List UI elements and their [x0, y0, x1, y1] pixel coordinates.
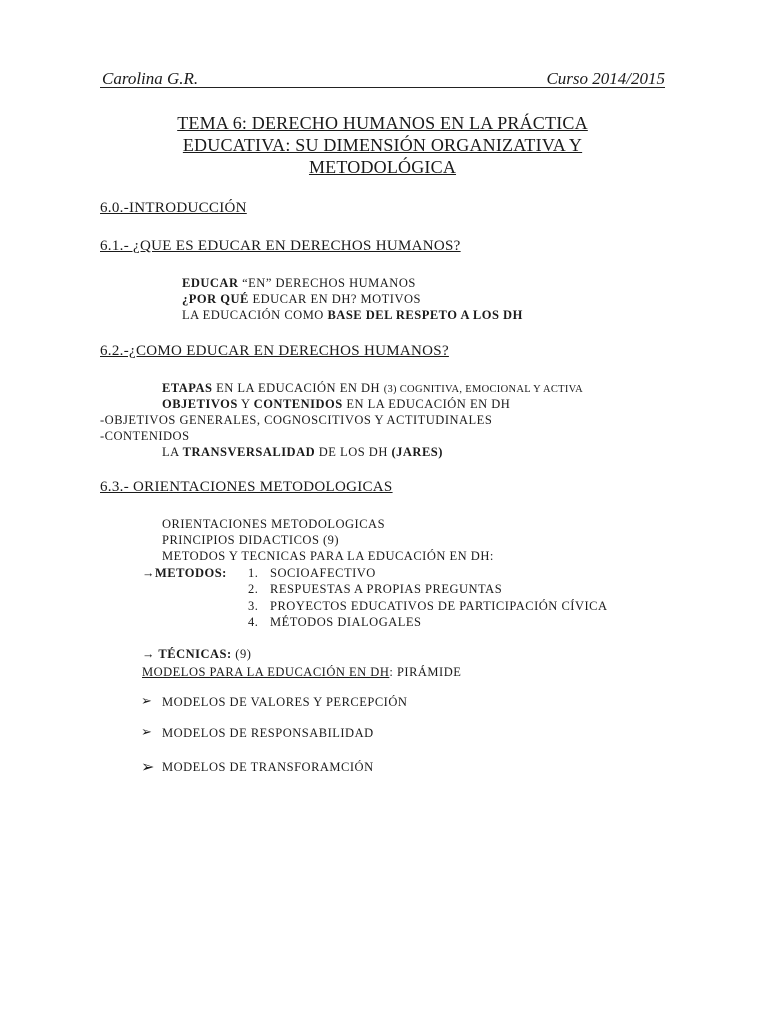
model-item: MODELOS DE RESPONSABILIDAD: [162, 726, 374, 740]
contenidos-line: -CONTENIDOS: [100, 429, 190, 443]
method-number: 3.: [248, 599, 259, 613]
header-rule: [100, 87, 665, 88]
course-year: Curso 2014/2015: [546, 69, 665, 88]
item-text: EN LA EDUCACIÓN EN DH: [212, 381, 384, 395]
title-line-1: TEMA 6: DERECHO HUMANOS EN LA PRÁCTICA: [177, 113, 588, 133]
method-number: 1.: [248, 566, 259, 580]
list-item: [162, 397, 510, 412]
item-text: LA: [162, 445, 183, 459]
item-text: EN LA EDUCACIÓN EN DH: [342, 397, 511, 411]
item-bold-text: ETAPAS: [162, 381, 213, 395]
tecnicas-count: (9): [231, 647, 252, 661]
method-item: PROYECTOS EDUCATIVOS DE PARTICIPACIÓN CÍVICA: [270, 599, 608, 613]
list-item: [162, 445, 443, 460]
item-bold-text: EDUCAR: [182, 276, 239, 290]
list-item: METODOS Y TECNICAS PARA LA EDUCACIÓN EN DH:: [162, 549, 494, 563]
item-text: DE LOS DH: [315, 445, 392, 459]
method-item: MÉTODOS DIALOGALES: [270, 615, 422, 629]
item-bold-text: OBJETIVOS: [162, 397, 238, 411]
modelos-rest-text: : PIRÁMIDE: [389, 665, 462, 679]
tecnicas-label-text: → TÉCNICAS:: [142, 647, 232, 661]
title-line-3: METODOLÓGICA: [308, 157, 457, 177]
method-number: 4.: [248, 615, 259, 629]
arrow-bullet-icon: ➢: [141, 724, 152, 739]
arrow-bullet-icon: ➢: [141, 693, 152, 708]
modelos-heading: [142, 665, 461, 680]
item-bold-text: (JARES): [391, 445, 443, 459]
list-item: [182, 308, 523, 323]
item-text: “EN” DERECHOS HUMANOS: [238, 276, 416, 290]
item-bold-text: BASE DEL RESPETO A LOS DH: [327, 308, 523, 322]
item-bold-text: ¿POR QUÉ: [182, 292, 249, 306]
item-small-text: (3) COGNITIVA, EMOCIONAL Y ACTIVA: [383, 384, 584, 395]
title-line-2: EDUCATIVA: SU DIMENSIÓN ORGANIZATIVA Y: [182, 135, 583, 155]
section-heading-6-3: 6.3.- ORIENTACIONES METODOLOGICAS: [100, 479, 393, 495]
metodos-label: [142, 566, 227, 581]
item-bold-text: TRANSVERSALIDAD: [182, 445, 316, 459]
arrow-bullet-icon: ➢: [141, 759, 155, 776]
list-item: [162, 381, 583, 396]
item-text: EDUCAR EN DH? MOTIVOS: [248, 292, 421, 306]
author-name: Carolina G.R.: [102, 69, 199, 88]
item-text: Y: [237, 397, 254, 411]
metodos-label-text: →METODOS:: [142, 566, 227, 580]
method-item: RESPUESTAS A PROPIAS PREGUNTAS: [270, 582, 503, 596]
modelos-underlined-text: MODELOS PARA LA EDUCACIÓN EN DH: [142, 665, 390, 679]
document-title: [100, 112, 665, 178]
list-item: [182, 292, 421, 307]
list-item: ORIENTACIONES METODOLOGICAS: [162, 517, 386, 531]
method-number: 2.: [248, 582, 259, 596]
model-item: MODELOS DE TRANSFORAMCIÓN: [162, 760, 374, 774]
list-item: PRINCIPIOS DIDACTICOS (9): [162, 533, 340, 547]
method-item: SOCIOAFECTIVO: [270, 566, 376, 580]
section-heading-6-2: 6.2.-¿COMO EDUCAR EN DERECHOS HUMANOS?: [100, 343, 449, 359]
section-heading-6-1: 6.1.- ¿QUE ES EDUCAR EN DERECHOS HUMANOS?: [100, 238, 461, 254]
section-heading-6-0: 6.0.-INTRODUCCIÓN: [100, 200, 247, 216]
model-item: MODELOS DE VALORES Y PERCEPCIÓN: [162, 695, 408, 709]
objetivos-line: -OBJETIVOS GENERALES, COGNOSCITIVOS Y ACTITUDINALES: [100, 413, 493, 427]
list-item: [182, 276, 416, 291]
item-bold-text: CONTENIDOS: [253, 397, 343, 411]
tecnicas-label: [142, 647, 251, 662]
item-text: LA EDUCACIÓN COMO: [182, 308, 328, 322]
